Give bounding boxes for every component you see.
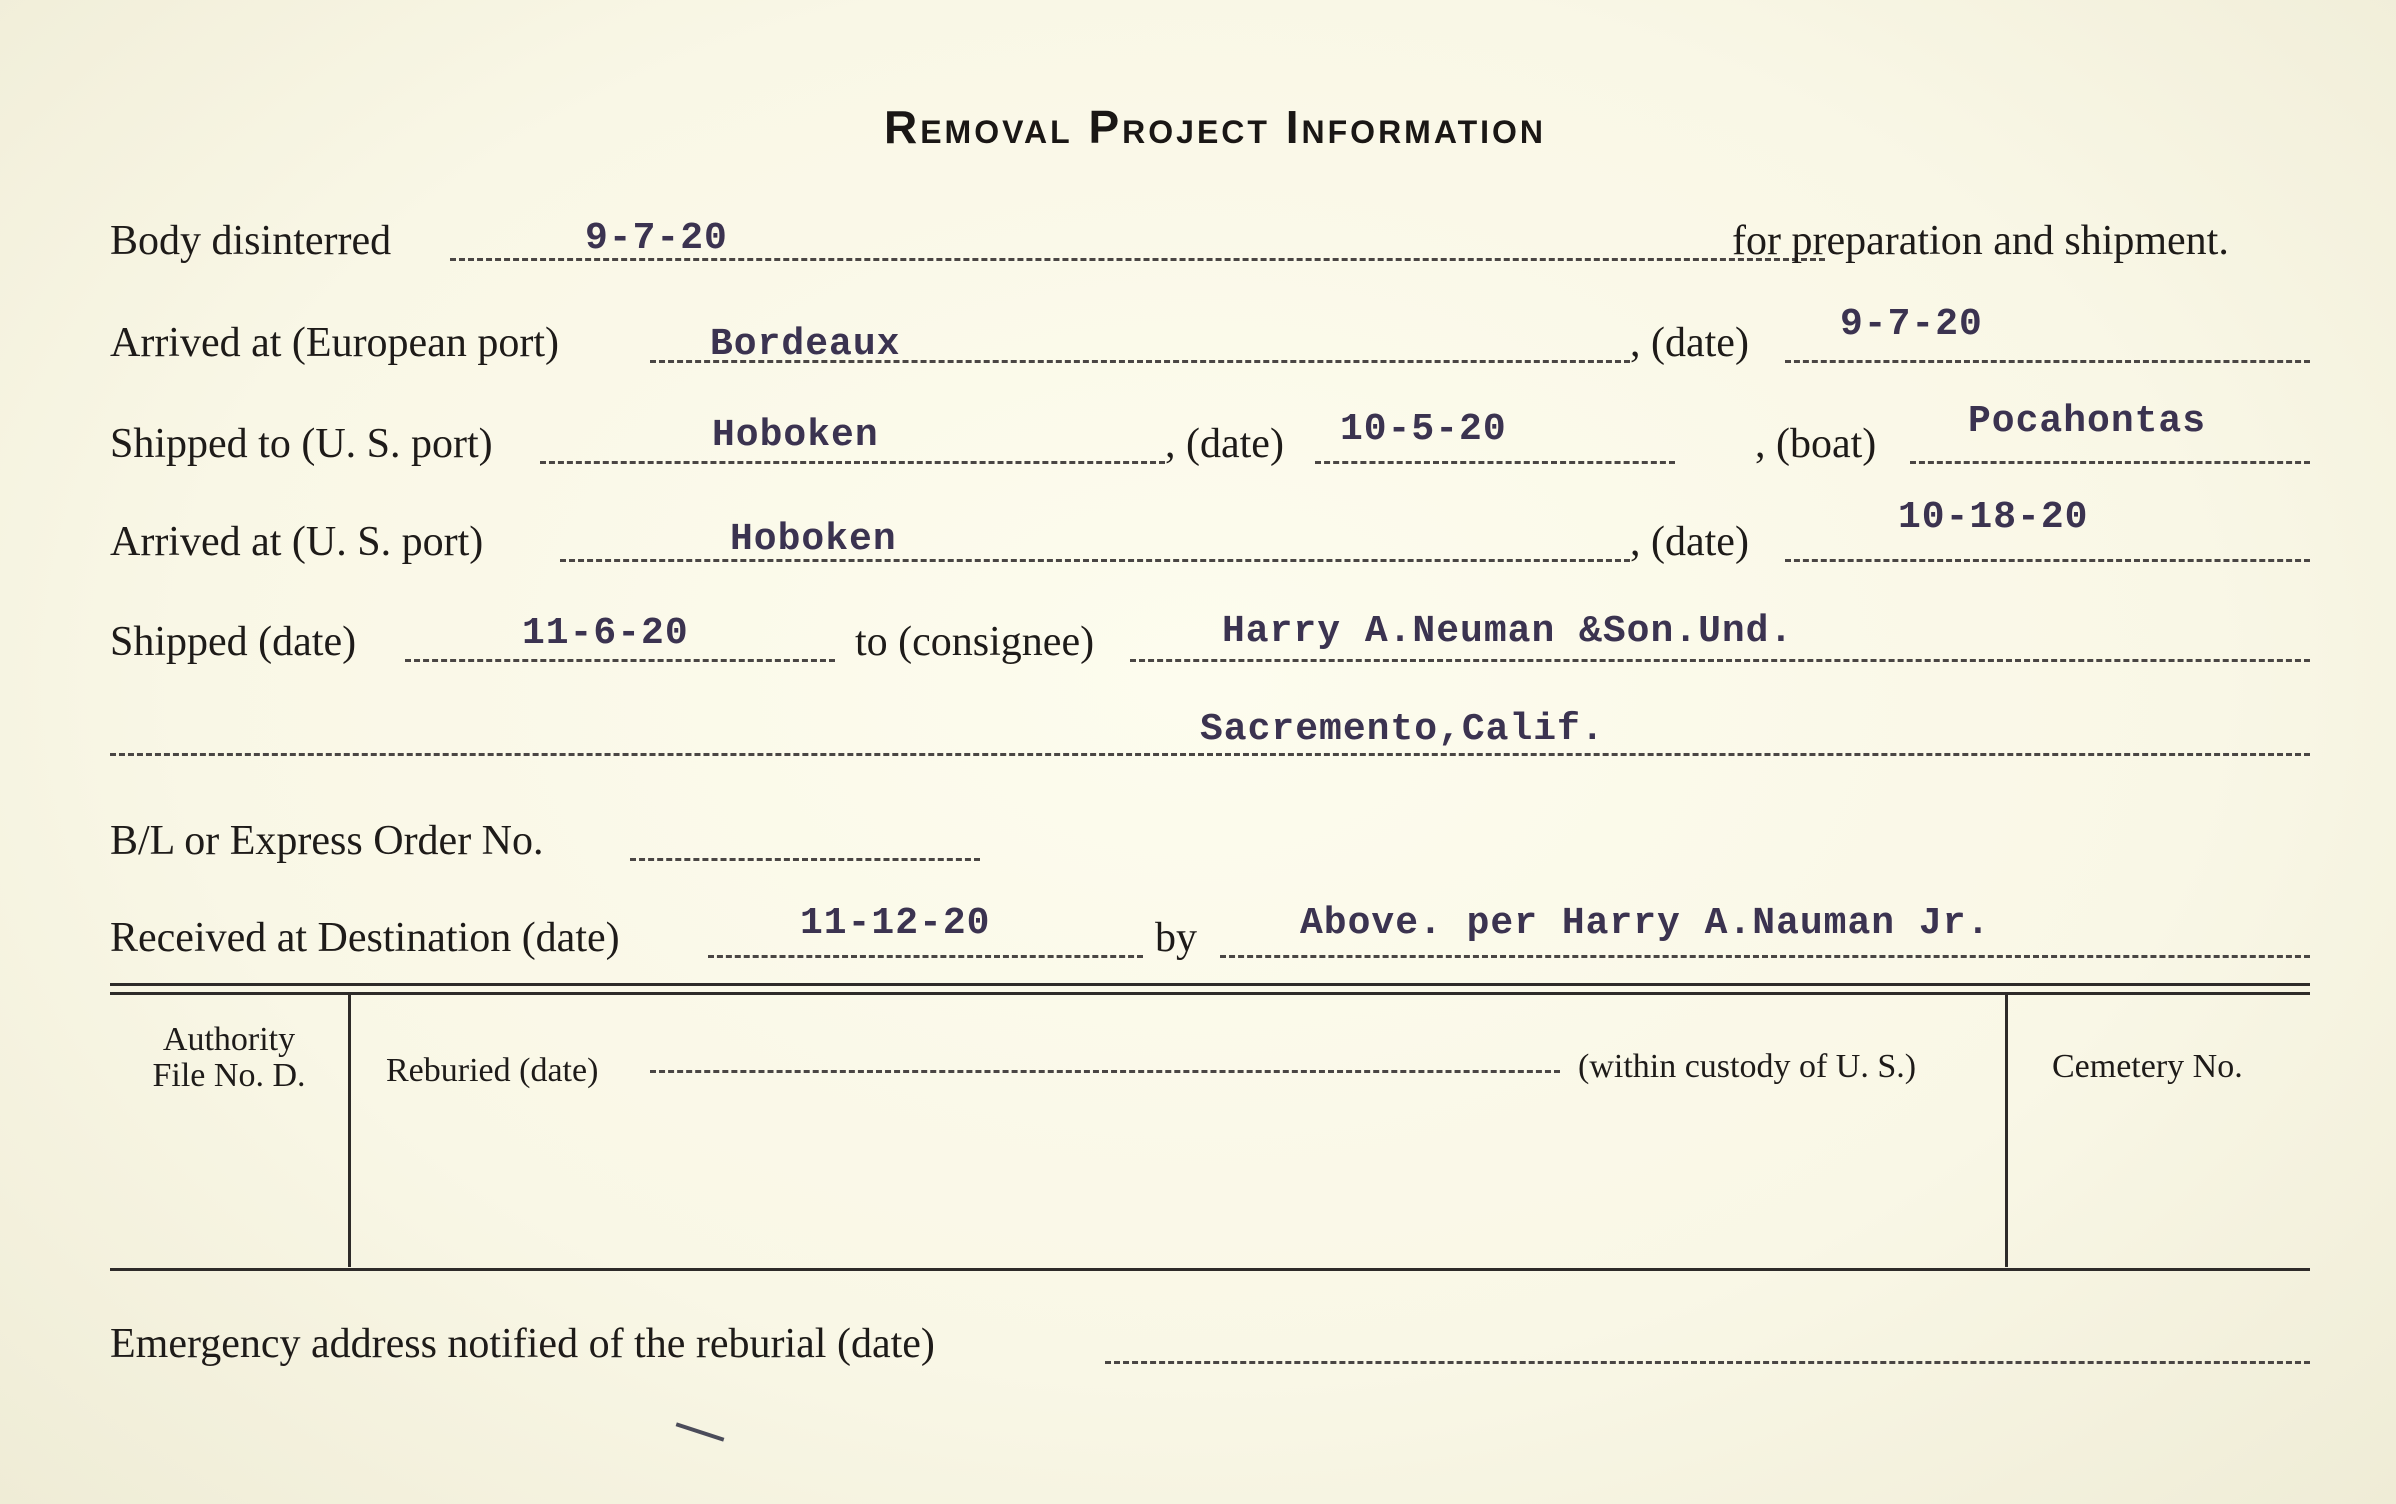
arrived-us-date-label: , (date) — [1630, 519, 1749, 565]
table-top-rule-2 — [110, 992, 2310, 995]
received-date: 11-12-20 — [800, 902, 991, 945]
reburied-line — [650, 1070, 1560, 1073]
arrived-european-label: Arrived at (European port) — [110, 320, 559, 366]
bl-order-line — [630, 858, 980, 861]
shipped-us-date: 10-5-20 — [1340, 408, 1507, 451]
shipped-us-boat-label: , (boat) — [1755, 421, 1877, 467]
shipped-us-label: Shipped to (U. S. port) — [110, 421, 493, 467]
row-bl-order — [110, 815, 2310, 875]
authority-line1: Authority — [162, 1021, 296, 1058]
received-by-label: by — [1155, 915, 1197, 961]
arrived-european-date-line — [1785, 360, 2310, 363]
arrived-european-date: 9-7-20 — [1840, 303, 1983, 346]
table-divider-left — [348, 995, 351, 1267]
body-disinterred-value: 9-7-20 — [585, 217, 728, 260]
consignee-address: Sacremento,Calif. — [1200, 708, 1605, 751]
body-disinterred-label: Body disinterred — [110, 218, 392, 264]
row-consignee-continued — [110, 710, 2310, 770]
authority-cell — [110, 1022, 348, 1094]
row-arrived-us — [110, 496, 2310, 576]
reburied-label: Reburied (date) — [386, 1052, 599, 1089]
row-body-disinterred — [110, 215, 2310, 275]
consignee-continued-line — [110, 753, 2310, 756]
shipped-date-line — [405, 659, 835, 662]
shipped-us-date-label: , (date) — [1165, 421, 1284, 467]
shipped-us-port: Hoboken — [712, 414, 879, 457]
arrived-us-port: Hoboken — [730, 518, 897, 561]
shipped-us-date-line — [1315, 461, 1675, 464]
table-divider-right — [2005, 995, 2008, 1267]
body-disinterred-suffix: for preparation and shipment. — [1732, 218, 2229, 264]
table-top-rule-1 — [110, 983, 2310, 986]
shipped-label: Shipped (date) — [110, 619, 357, 665]
consignee-line — [1130, 659, 2310, 662]
shipped-date: 11-6-20 — [522, 612, 689, 655]
cemetery-label: Cemetery No. — [2052, 1048, 2243, 1085]
row-shipped-us — [110, 400, 2310, 478]
received-date-line — [708, 955, 1143, 958]
row-received — [110, 902, 2310, 972]
reburied-suffix: (within custody of U. S.) — [1578, 1048, 1917, 1085]
consignee-label: to (consignee) — [855, 619, 1095, 665]
row-shipped — [110, 610, 2310, 676]
shipped-us-boat-line — [1910, 461, 2310, 464]
arrived-european-port: Bordeaux — [710, 323, 901, 366]
arrived-us-label: Arrived at (U. S. port) — [110, 519, 484, 565]
pencil-mark — [676, 1422, 725, 1441]
row-arrived-european — [110, 303, 2310, 377]
consignee-value: Harry A.Neuman &Son.Und. — [1222, 610, 1794, 653]
table-bottom-rule — [110, 1268, 2310, 1271]
bl-order-label: B/L or Express Order No. — [110, 818, 544, 864]
shipped-us-port-line — [540, 461, 1165, 464]
authority-line2: File No. D. — [152, 1057, 306, 1094]
shipped-us-boat: Pocahontas — [1968, 400, 2207, 443]
emergency-label: Emergency address notified of the reburial (date) — [110, 1321, 935, 1367]
emergency-line — [1105, 1361, 2310, 1364]
arrived-us-date-line — [1785, 559, 2310, 562]
received-label: Received at Destination (date) — [110, 915, 620, 961]
arrived-us-port-line — [560, 559, 1630, 562]
arrived-us-date: 10-18-20 — [1898, 496, 2089, 539]
received-by-line — [1220, 955, 2310, 958]
row-emergency — [110, 1318, 2310, 1378]
card-title: Removal Project Information — [883, 101, 1547, 153]
arrived-european-date-label: , (date) — [1630, 320, 1749, 366]
received-by-value: Above. per Harry A.Nauman Jr. — [1300, 902, 1991, 945]
